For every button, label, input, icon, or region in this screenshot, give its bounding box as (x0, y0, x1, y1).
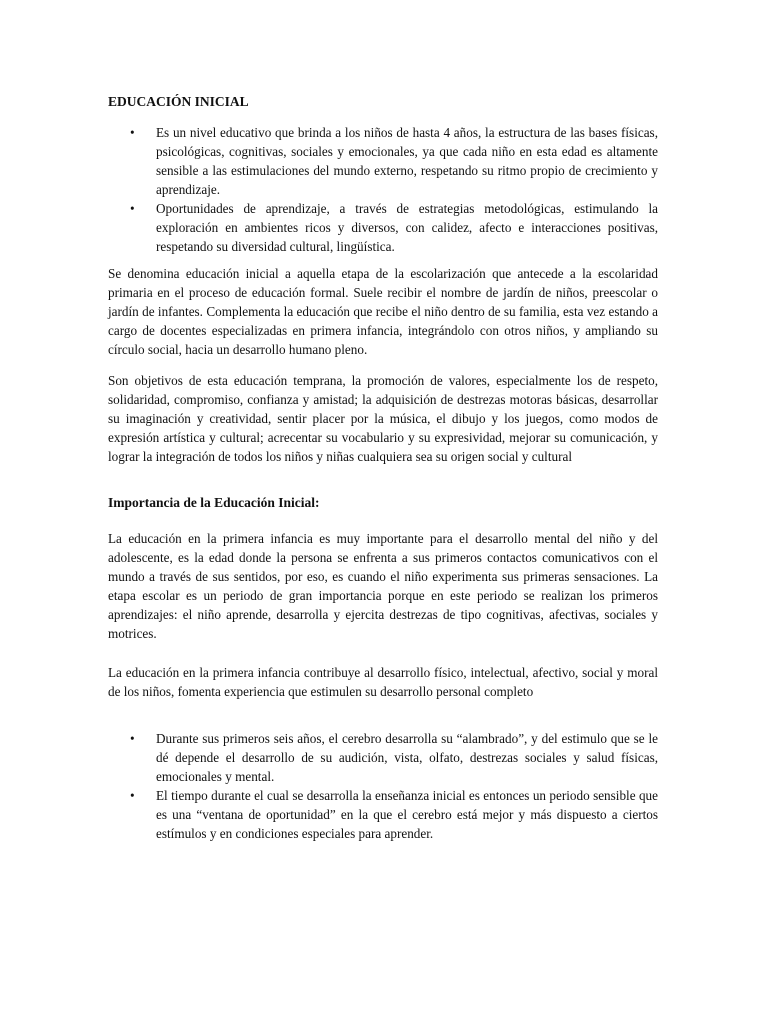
bullet-icon: • (130, 125, 135, 140)
bullet-list-2 (108, 729, 658, 843)
paragraph-importance: La educación en la primera infancia es muy importante para el desarrollo mental del niño y del adolescente, es la edad donde la persona se enfrenta a sus primeros contactos comunicativos con el mundo a través de sus sentidos, por eso, es cuando el niño experimenta sus primeras sensaciones. La etapa escolar es un periodo de gran importancia porque en este periodo se realizan los primeros aprendizajes: el niño aprende, desarrolla y ejercita destrezas de tipo cognitivas, afectivas, sociales y motrices. (108, 531, 658, 641)
list-item-text: Es un nivel educativo que brinda a los niños de hasta 4 años, la estructura de las bases físicas, psicológicas, cognitivas, sociales y emocionales, ya que cada niño en esta edad es altamente sensible a las estimulaciones del mundo externo, respetando su ritmo propio de crecimiento y aprendizaje. (156, 125, 658, 197)
list-item-text: El tiempo durante el cual se desarrolla la enseñanza inicial es entonces un periodo sensible que es una “ventana de oportunidad” en la que el cerebro está mejor y más dispuesto a ciertos estímulos y en condiciones especiales para aprender. (156, 788, 658, 841)
bullet-icon: • (130, 731, 135, 746)
bullet-icon: • (130, 201, 135, 216)
list-item (108, 199, 658, 256)
section-heading-importance: Importancia de la Educación Inicial: (108, 495, 320, 510)
paragraph-contribution: La educación en la primera infancia contribuye al desarrollo físico, intelectual, afectivo, social y moral de los niños, fomenta experiencia que estimulen su desarrollo personal completo (108, 665, 658, 699)
paragraph-definition: Se denomina educación inicial a aquella etapa de la escolarización que antecede a la escolaridad primaria en el proceso de educación formal. Suele recibir el nombre de jardín de niños, preescolar o jardín de infantes. Complementa la educación que recibe el niño dentro de su familia, esta vez estando a cargo de docentes especializadas en primera infancia, integrándolo con otros niños, y ampliando su círculo social, hacia un desarrollo humano pleno. (108, 266, 658, 357)
list-item-text: Durante sus primeros seis años, el cerebro desarrolla su “alambrado”, y del estimulo que se le dé depende el desarrollo de su audición, vista, olfato, destrezas sociales y salud físicas, emocionales y mental. (156, 731, 658, 784)
bullet-icon: • (130, 788, 135, 803)
paragraph-objectives: Son objetivos de esta educación temprana, la promoción de valores, especialmente los de respeto, solidaridad, compromiso, confianza y amistad; la adquisición de destrezas motoras básicas, desarrollar su imaginación y creatividad, sentir placer por la música, el dibujo y los juegos, como modos de expresión artística y cultural; acrecentar su vocabulario y su expresividad, mejorar su comunicación, y lograr la integración de todos los niños y niñas cualquiera sea su origen social y cultural (108, 373, 658, 464)
document-body (108, 92, 658, 843)
list-item-text: Oportunidades de aprendizaje, a través de estrategias metodológicas, estimulando la exploración en ambientes ricos y diversos, con calidez, afecto e interacciones positivas, respetando su diversidad cultural, lingüística. (156, 201, 658, 254)
document-title: EDUCACIÓN INICIAL (108, 94, 249, 109)
list-item (108, 786, 658, 843)
list-item (108, 729, 658, 786)
list-item (108, 123, 658, 199)
bullet-list-1 (108, 123, 658, 256)
